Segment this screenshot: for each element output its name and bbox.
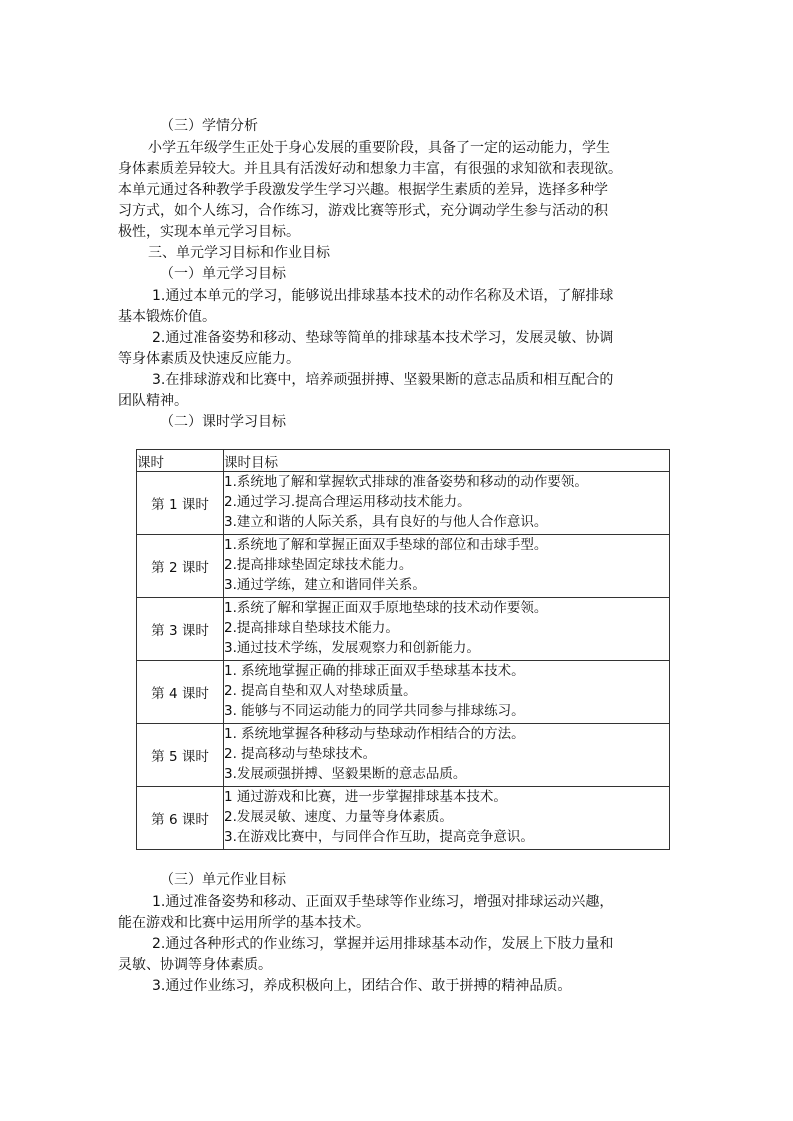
goals-cell — [224, 787, 670, 850]
table-header-row — [137, 450, 670, 472]
goal-line: 团队精神。 — [118, 393, 188, 409]
goal-item: 1.系统了解和掌握正面双手原地垫球的技术动作要领。 — [224, 600, 548, 616]
table-row — [137, 472, 670, 535]
lesson-cell: 第 1 课时 — [137, 472, 224, 535]
lesson-cell: 第 2 课时 — [137, 535, 224, 598]
goal-item: 3.建立和谐的人际关系，具有良好的与他人合作意识。 — [224, 514, 548, 530]
goal-item: 1. 系统地掌握各种移动与垫球动作相结合的方法。 — [224, 726, 525, 742]
section-heading: 三、单元学习目标和作业目标 — [148, 245, 330, 261]
homework-line: 1.通过准备姿势和移动、正面双手垫球等作业练习，增强对排球运动兴趣， — [152, 894, 614, 910]
goals-cell — [224, 724, 670, 787]
goal-item: 3.发展顽强拼搏、坚毅果断的意志品质。 — [224, 766, 467, 782]
lesson-goals-table — [136, 449, 670, 850]
goal-item: 1 通过游戏和比赛，进一步掌握排球基本技术。 — [224, 789, 507, 805]
subsection-heading: （一）单元学习目标 — [160, 266, 286, 282]
homework-line: 灵敏、协调等身体素质。 — [118, 957, 272, 973]
homework-heading: （三）单元作业目标 — [160, 872, 286, 888]
goal-item: 1.系统地了解和掌握软式排球的准备姿势和移动的动作要领。 — [224, 474, 588, 490]
lesson-cell: 第 4 课时 — [137, 661, 224, 724]
goal-item: 3.通过技术学练，发展观察力和创新能力。 — [224, 640, 480, 656]
homework-line: 3.通过作业练习，养成积极向上，团结合作、敢于拼搏的精神品质。 — [152, 978, 572, 994]
goals-cell — [224, 472, 670, 535]
goal-line: 基本锻炼价值。 — [118, 309, 216, 325]
homework-line: 2.通过各种形式的作业练习，掌握并运用排球基本动作，发展上下肢力量和 — [152, 936, 614, 952]
goal-item: 2. 提高移动与垫球技术。 — [224, 746, 377, 762]
goal-item: 2.提高排球自垫球技术能力。 — [224, 620, 399, 636]
goal-line: 2.通过准备姿势和移动、垫球等简单的排球基本技术学习，发展灵敏、协调 — [152, 330, 614, 346]
header-lesson: 课时 — [137, 450, 224, 472]
paragraph-line: 身体素质差异较大。并且具有活泼好动和想象力丰富，有很强的求知欲和表现欲。 — [118, 161, 622, 177]
goal-item: 3. 能够与不同运动能力的同学共同参与排球练习。 — [224, 703, 525, 719]
goal-item: 1.系统地了解和掌握正面双手垫球的部位和击球手型。 — [224, 537, 548, 553]
table-row — [137, 661, 670, 724]
goals-cell — [224, 535, 670, 598]
paragraph-line: 本单元通过各种教学手段激发学生学习兴趣。根据学生素质的差异，选择多种学 — [118, 182, 608, 198]
goals-cell — [224, 661, 670, 724]
lesson-cell: 第 5 课时 — [137, 724, 224, 787]
goal-line: 3.在排球游戏和比赛中，培养顽强拼搏、坚毅果断的意志品质和相互配合的 — [152, 372, 614, 388]
paragraph-line: 习方式，如个人练习，合作练习，游戏比赛等形式，充分调动学生参与活动的积 — [118, 203, 608, 219]
paragraph-line: 小学五年级学生正处于身心发展的重要阶段，具备了一定的运动能力，学生 — [148, 140, 610, 156]
goal-item: 1. 系统地掌握正确的排球正面双手垫球基本技术。 — [224, 663, 525, 679]
homework-line: 能在游戏和比赛中运用所学的基本技术。 — [118, 915, 370, 931]
goal-line: 等身体素质及快速反应能力。 — [118, 351, 300, 367]
goal-item: 2.提高排球垫固定球技术能力。 — [224, 557, 413, 573]
table-row — [137, 598, 670, 661]
goal-item: 2.发展灵敏、速度、力量等身体素质。 — [224, 809, 453, 825]
goal-item: 3.通过学练，建立和谐同伴关系。 — [224, 577, 426, 593]
lesson-cell: 第 6 课时 — [137, 787, 224, 850]
situation-heading: （三）学情分析 — [160, 118, 258, 134]
table-row — [137, 724, 670, 787]
lesson-cell: 第 3 课时 — [137, 598, 224, 661]
subsection-heading: （二）课时学习目标 — [160, 414, 286, 430]
goals-cell — [224, 598, 670, 661]
table-row — [137, 535, 670, 598]
table-row — [137, 787, 670, 850]
goal-line: 1.通过本单元的学习，能够说出排球基本技术的动作名称及术语，了解排球 — [152, 288, 614, 304]
goal-item: 2.通过学习.提高合理运用移动技术能力。 — [224, 494, 471, 510]
goal-item: 3.在游戏比赛中，与同伴合作互助，提高竞争意识。 — [224, 829, 534, 845]
goal-item: 2. 提高自垫和双人对垫球质量。 — [224, 683, 417, 699]
header-goals: 课时目标 — [224, 450, 670, 472]
paragraph-line: 极性，实现本单元学习目标。 — [118, 224, 300, 240]
